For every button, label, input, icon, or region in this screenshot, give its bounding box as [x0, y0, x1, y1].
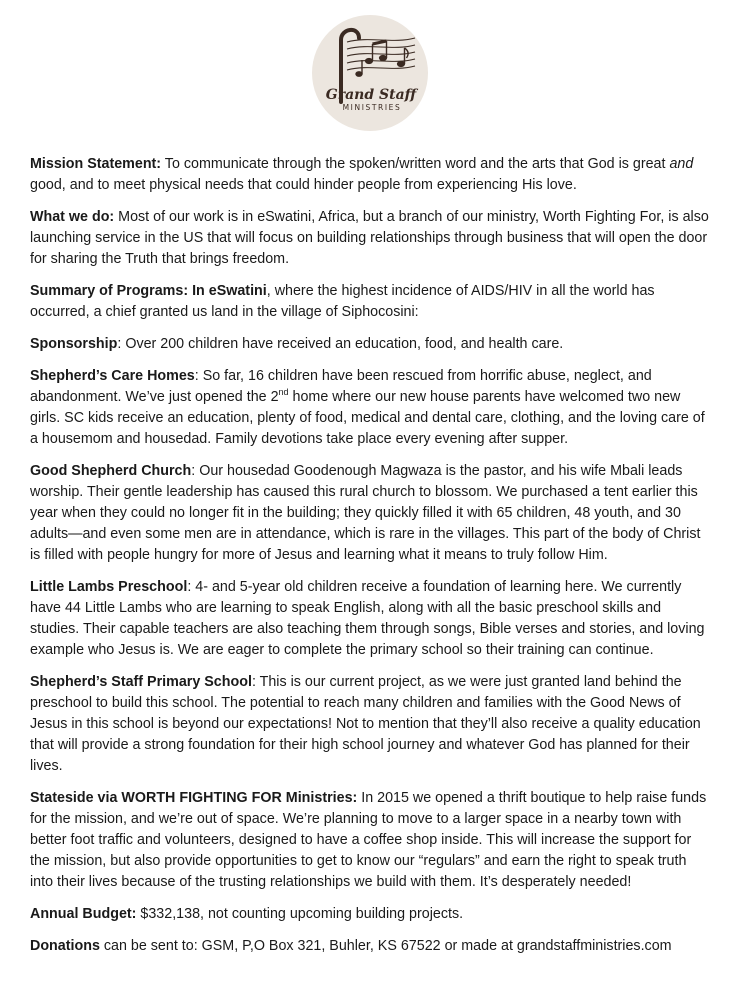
donations-label: Donations [30, 938, 100, 954]
good-shepherd-church [30, 461, 710, 566]
stateside-text: In 2015 we opened a thrift boutique to help raise funds for the mission, and we’re out of space. We’re planning to move to a larger space in a nearby town with better foot traffic and volunteers, designed to have a coffee shop inside. This will increase the support for the mission, but also provide opportunities to get to know our “regulars” and earn the right to speak truth into their lives because of the trusting relationships we build with them. It’s desperately needed! [30, 790, 707, 890]
sponsorship-text: : Over 200 children have received an education, food, and health care. [117, 336, 564, 352]
mission-label: Mission Statement: [30, 156, 162, 172]
donations-text: can be sent to: GSM, P,O Box 321, Buhler, KS 67522 or made at grandstaffministries.com [99, 938, 672, 954]
logo-title: Grand Staff [325, 87, 417, 103]
summary-label: Summary of Programs: In eSwatini [30, 283, 267, 299]
what-we-do-text: Most of our work is in eSwatini, Africa, but a branch of our ministry, Worth Fighting For, is also launching service in the US that will focus on building relationships through business that will open the door for sharing the Truth that brings freedom. [30, 209, 709, 267]
care-homes-label: Shepherd’s Care Homes [30, 368, 195, 384]
preschool-text: : 4- and 5-year old children receive a foundation of learning here. We currently have 44 Little Lambs who are learning to speak English, along with all the basic preschool skills and studies. Their capable teachers are also teaching them through songs, Bible verses and stories, and loving example who Jesus is. We are eager to complete the primary school so their training can continue. [30, 579, 705, 658]
sponsorship-label: Sponsorship [30, 336, 118, 352]
primary-text: : This is our current project, as we were just granted land behind the preschool to build this school. The potential to reach many children and families with the Good News of Jesus in this school is beyond our expectations! Not to mention that they’ll also receive a quality education that will provide a strong foundation for their high school journey and whatever God has planned for their lives. [30, 674, 701, 774]
preschool-label: Little Lambs Preschool [30, 579, 188, 595]
logo-circle [312, 15, 428, 131]
document-body [30, 154, 710, 968]
stateside-label: Stateside via WORTH FIGHTING FOR Ministries: [30, 790, 358, 806]
care-homes-text-a: : So far, 16 children have been rescued from horrific abuse, neglect, and abandonment. We’ve just opened the 2 [30, 368, 652, 405]
grand-staff-logo [311, 14, 429, 132]
mission-emphasis: and [669, 156, 694, 172]
what-we-do-label: What we do: [30, 209, 115, 225]
church-text: : Our housedad Goodenough Magwaza is the pastor, and his wife Mbali leads worship. Their gentle leadership has caused this rural church to blossom. We purchased a tent earlier this year when they could no longer fit in the building; they quickly filled it with 65 children, 48 youth, and 30 adults—and even some men are in attendance, which is rare in the villages. This part of the body of Christ is filled with people hungry for more of Jesus and learning what it means to truly follow Him. [30, 463, 701, 563]
care-homes-text-b: home where our new house parents have welcomed two new girls. SC kids receive an education, plenty of food, medical and dental care, clothing, and the loving care of a housemom and housedad. Family devotions take place every evening after supper. [30, 389, 705, 447]
budget-label: Annual Budget: [30, 906, 137, 922]
care-homes-superscript: nd [278, 387, 289, 398]
summary-text: , where the highest incidence of AIDS/HIV in all the world has occurred, a chief granted us land in the village of Siphocosini: [30, 283, 655, 320]
logo-subtitle: MINISTRIES [342, 103, 402, 112]
mission-statement [30, 154, 710, 196]
logo [311, 14, 429, 132]
primary-label: Shepherd’s Staff Primary School [30, 674, 252, 690]
mission-text-a: To communicate through the spoken/written word and the arts that God is great [161, 156, 670, 172]
budget-text: $332,138, not counting upcoming building projects. [136, 906, 464, 922]
primary-school [30, 672, 710, 777]
church-label: Good Shepherd Church [30, 463, 192, 479]
annual-budget [30, 904, 710, 925]
little-lambs-preschool [30, 577, 710, 661]
sponsorship [30, 334, 710, 355]
mission-text-b: good, and to meet physical needs that could hinder people from experiencing His love. [30, 177, 577, 193]
stateside [30, 788, 710, 893]
care-homes [30, 366, 710, 450]
summary-of-programs [30, 281, 710, 323]
donations [30, 936, 710, 957]
what-we-do [30, 207, 710, 270]
